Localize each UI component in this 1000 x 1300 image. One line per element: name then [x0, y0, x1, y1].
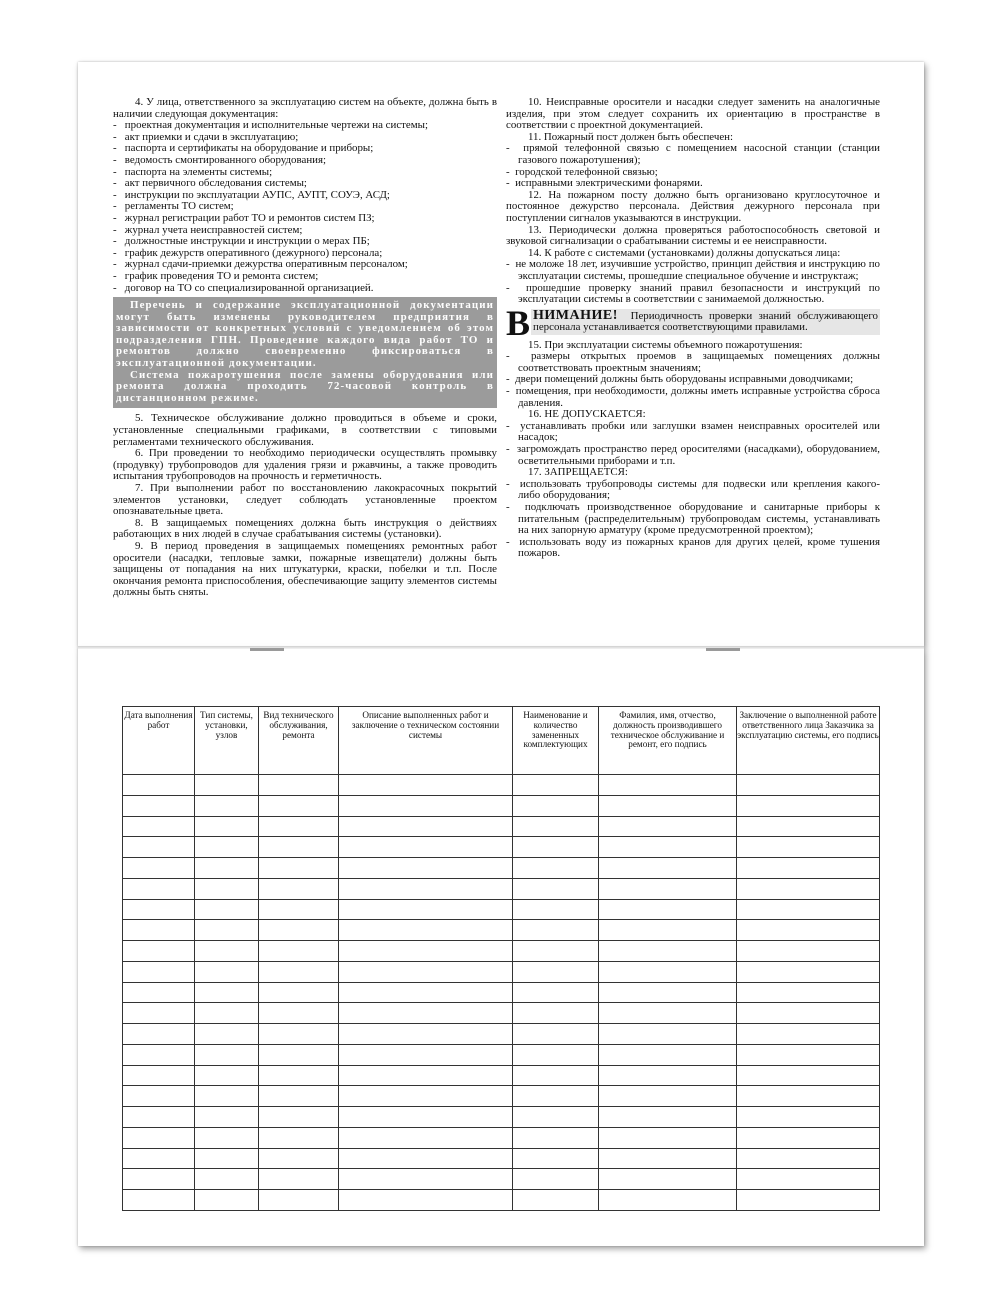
list-item: - журнал регистрации работ ТО и ремонтов систем ПЗ; [113, 211, 375, 224]
table-cell [737, 1107, 880, 1128]
table-cell [123, 775, 195, 796]
table-row [123, 775, 880, 796]
table-body [123, 775, 880, 1211]
table-cell [259, 1169, 339, 1190]
table-cell [599, 1169, 737, 1190]
table-cell [339, 1065, 513, 1086]
table-cell [259, 1024, 339, 1045]
table-cell [737, 961, 880, 982]
table-cell [599, 941, 737, 962]
list-item: - подключать производственное оборудование и санитарные приборы к питательным (распределительным) трубопроводам системы, устанавливать на них запорную арматуру (кроме предусмотренной проектом); [506, 501, 880, 537]
table-cell [339, 1107, 513, 1128]
table-cell [599, 1044, 737, 1065]
table-cell [195, 1086, 259, 1107]
table-cell [259, 920, 339, 941]
table-cell [339, 1169, 513, 1190]
item-6: 6. При проведении то необходимо периодически осуществлять промывку (продувку) трубопроводов для удаления грязи и ржавчины, а также проводить испытания трубопроводов на прочность и герметичность. [113, 447, 497, 483]
table-cell [599, 816, 737, 837]
column-header-customer-conclusion: Заключение о выполненной работе ответственного лица Заказчика за эксплуатацию системы, его подпись [737, 707, 880, 775]
table-cell [123, 1190, 195, 1211]
list-item: - инструкции по эксплуатации АУПС, АУПТ, СОУЭ, АСД; [113, 188, 390, 201]
table-cell [123, 1065, 195, 1086]
table-cell [599, 1003, 737, 1024]
item-15-intro: 15. При эксплуатации системы объемного пожаротушения: [528, 338, 803, 351]
table-cell [737, 837, 880, 858]
item-16-intro: 16. НЕ ДОПУСКАЕТСЯ: [528, 408, 646, 421]
table-cell [339, 899, 513, 920]
fold-mark-right [706, 648, 740, 651]
table-cell [513, 1190, 599, 1211]
item-14-intro: 14. К работе с системами (установками) должны допускаться лица: [528, 246, 841, 259]
table-cell [259, 837, 339, 858]
table-row [123, 1003, 880, 1024]
table-cell [737, 1044, 880, 1065]
table-cell [513, 816, 599, 837]
table-cell [123, 1148, 195, 1169]
table-cell [513, 858, 599, 879]
table-cell [513, 1024, 599, 1045]
table-cell [599, 1024, 737, 1045]
list-item: - паспорта на элементы системы; [113, 165, 273, 178]
table-cell [513, 1127, 599, 1148]
table-row [123, 1065, 880, 1086]
table-cell [123, 1024, 195, 1045]
attention-initial: В [506, 302, 531, 343]
list-item: - график дежурств оперативного (дежурного) персонала; [113, 246, 383, 259]
table-cell [513, 961, 599, 982]
table-row [123, 1169, 880, 1190]
table-cell [195, 1127, 259, 1148]
table-cell [737, 1065, 880, 1086]
table-cell [123, 1107, 195, 1128]
item-10: 10. Неисправные оросители и насадки следует заменить на аналогичные изделия, при этом следует сохранить их ориентацию в пространстве в соответствии с проектной документацией. [506, 96, 880, 132]
table-cell [123, 1003, 195, 1024]
list-item: - акт первичного обследования системы; [113, 177, 307, 190]
table-cell [599, 1127, 737, 1148]
table-cell [737, 816, 880, 837]
table-cell [123, 837, 195, 858]
table-cell [195, 858, 259, 879]
table-row [123, 982, 880, 1003]
item-5: 5. Техническое обслуживание должно проводиться в объеме и сроки, установленные специальными графиками, в соответствии с типовыми регламентами технического обслуживания. [113, 412, 497, 448]
table-cell [123, 878, 195, 899]
table-cell [195, 1148, 259, 1169]
right-text-column [506, 97, 880, 560]
list-item: - исправными электрическими фонарями. [506, 177, 703, 190]
notice-paragraph: Перечень и содержание эксплуатационной документации могут быть изменены руководителем предприятия в зависимости от конкретных условий с уведомлением об этом подразделения ГПН. Проведение каждого вида работ ТО и ремонтов должно своевременно фиксироваться в эксплуатационной документации. [116, 299, 494, 370]
table-row [123, 961, 880, 982]
table-cell [599, 878, 737, 899]
table-cell [737, 1190, 880, 1211]
table-cell [123, 795, 195, 816]
table-cell [195, 1107, 259, 1128]
table-cell [259, 878, 339, 899]
table-cell [259, 982, 339, 1003]
table-cell [123, 858, 195, 879]
column-header-replaced-parts: Наименование и количество замененных комплектующих [513, 707, 599, 775]
list-item: - прошедшие проверку знаний правил безопасности и инструкций по эксплуатации системы в соответствии с занимаемой должностью. [506, 281, 880, 306]
list-item: - загромождать пространство перед оросителями (насадками), оборудованием, осветительными приборами и т.п. [506, 443, 880, 467]
table-cell [339, 982, 513, 1003]
attention-heading: НИМАНИЕ! [533, 307, 618, 323]
item-9: 9. В период проведения в защищаемых помещениях ремонтных работ оросители (насадки, тепловые замки, пожарные извещатели) должны быть защищены от попадания на них штукатурки, краски, побелки и т.п. После окончания ремонта приспособления, обеспечивающие защиту элементов системы должны быть сняты. [113, 539, 497, 599]
table-cell [513, 1086, 599, 1107]
table-cell [599, 858, 737, 879]
table-header-row [123, 707, 880, 775]
table-row [123, 837, 880, 858]
table-cell [195, 795, 259, 816]
table-cell [123, 982, 195, 1003]
table-cell [737, 1003, 880, 1024]
table-cell [339, 920, 513, 941]
table-cell [195, 1003, 259, 1024]
table-cell [737, 795, 880, 816]
column-header-work-description: Описание выполненных работ и заключение о техническом состоянии системы [339, 707, 513, 775]
fold-mark-left [250, 648, 284, 651]
left-text-column [113, 97, 497, 599]
table-cell [259, 816, 339, 837]
item-11-intro: 11. Пожарный пост должен быть обеспечен: [528, 130, 734, 143]
table-row [123, 816, 880, 837]
table-cell [339, 878, 513, 899]
item-12: 12. На пожарном посту должно быть организовано круглосуточное и постоянное дежурство персонала. Действия дежурного персонала при поступлении сигналов указываются в инструкции. [506, 188, 880, 224]
list-item: - прямой телефонной связью с помещением насосной станции (станции газового пожаротушения); [506, 142, 880, 166]
table-cell [737, 858, 880, 879]
table-cell [599, 1190, 737, 1211]
table-row [123, 899, 880, 920]
attention-body [531, 309, 880, 335]
table-cell [123, 899, 195, 920]
table-cell [195, 816, 259, 837]
table-row [123, 1024, 880, 1045]
table-cell [513, 899, 599, 920]
table-cell [737, 982, 880, 1003]
table-cell [737, 1148, 880, 1169]
table-cell [259, 795, 339, 816]
table-cell [599, 795, 737, 816]
table-row [123, 878, 880, 899]
table-cell [195, 920, 259, 941]
table-cell [339, 795, 513, 816]
list-item: - акт приемки и сдачи в эксплуатацию; [113, 130, 299, 143]
table-cell [513, 775, 599, 796]
table-cell [195, 775, 259, 796]
table-cell [513, 941, 599, 962]
column-header-system-type: Тип системы, установки, узлов [195, 707, 259, 775]
item-7: 7. При выполнении работ по восстановлению лакокрасочных покрытий элементов установки, следует соблюдать установленные проектом опознавательные цвета. [113, 482, 497, 518]
item-13: 13. Периодически должна проверяться работоспособность световой и звуковой сигнализации о срабатывании системы и ее неисправности. [506, 223, 880, 248]
table-cell [339, 1190, 513, 1211]
table-cell [195, 1044, 259, 1065]
page-fold [78, 646, 924, 649]
list-item: - проектная документация и исполнительные чертежи на системы; [113, 119, 428, 132]
item-17-intro: 17. ЗАПРЕЩАЕТСЯ: [528, 466, 628, 479]
table-cell [737, 1169, 880, 1190]
table-cell [513, 795, 599, 816]
table-cell [599, 1065, 737, 1086]
table-cell [339, 858, 513, 879]
table-row [123, 795, 880, 816]
list-item: - устанавливать пробки или заглушки взамен неисправных оросителей или насадок; [506, 419, 880, 444]
table-cell [123, 920, 195, 941]
table-cell [195, 1024, 259, 1045]
table-cell [737, 1127, 880, 1148]
table-cell [259, 899, 339, 920]
table-cell [513, 1107, 599, 1128]
table-cell [513, 878, 599, 899]
list-item: - регламенты ТО систем; [113, 200, 234, 213]
table-cell [513, 1044, 599, 1065]
table-cell [339, 1086, 513, 1107]
table-row [123, 920, 880, 941]
table-cell [599, 775, 737, 796]
list-item: - журнал учета неисправностей систем; [113, 223, 303, 236]
table-cell [737, 1086, 880, 1107]
table-cell [195, 941, 259, 962]
table-cell [259, 1086, 339, 1107]
list-item: - использовать воду из пожарных кранов для других целей, кроме тушения пожаров. [506, 535, 881, 560]
table-cell [259, 1107, 339, 1128]
table-cell [737, 920, 880, 941]
table-cell [737, 878, 880, 899]
table-cell [123, 941, 195, 962]
column-header-maintenance-kind: Вид технического обслуживания, ремонта [259, 707, 339, 775]
table-row [123, 1127, 880, 1148]
list-item: - использовать трубопроводы системы для подвески или крепления какого-либо оборудования; [506, 477, 880, 502]
table-cell [599, 899, 737, 920]
table-row [123, 1190, 880, 1211]
table-cell [123, 816, 195, 837]
table-cell [339, 1003, 513, 1024]
table-cell [339, 837, 513, 858]
column-header-performer: Фамилия, имя, отчество, должность производившего техническое обслуживание и ремонт, его подпись [599, 707, 737, 775]
documentation-notice-box [113, 297, 497, 408]
table-row [123, 941, 880, 962]
table-cell [123, 1086, 195, 1107]
table-cell [195, 982, 259, 1003]
table-cell [513, 1003, 599, 1024]
attention-text: Периодичность проверки знаний обслуживающего персонала устанавливается соответствующими правилами. [533, 309, 879, 334]
table-cell [259, 941, 339, 962]
table-cell [123, 1044, 195, 1065]
list-item: - помещения, при необходимости, должны иметь исправные устройства сброса давления. [506, 385, 880, 409]
table-cell [339, 816, 513, 837]
table-row [123, 1107, 880, 1128]
item-4-intro: 4. У лица, ответственного за эксплуатацию систем на объекте, должна быть в наличии следующая документация: [113, 96, 497, 120]
table-cell [599, 837, 737, 858]
list-item: - график проведения ТО и ремонта систем; [113, 269, 319, 282]
table-cell [259, 1148, 339, 1169]
table-cell [513, 837, 599, 858]
table-cell [339, 941, 513, 962]
table-cell [123, 1127, 195, 1148]
list-item: - паспорта и сертификаты на оборудование и приборы; [113, 142, 374, 155]
item-8: 8. В защищаемых помещениях должна быть инструкция о действиях работающих в них людей в случае срабатывания системы (установки). [113, 516, 497, 541]
table-cell [737, 899, 880, 920]
table-cell [737, 775, 880, 796]
maintenance-log-table [122, 706, 880, 1211]
attention-notice [506, 302, 880, 343]
table-cell [195, 1169, 259, 1190]
table-row [123, 1044, 880, 1065]
table-cell [599, 920, 737, 941]
table-cell [339, 1127, 513, 1148]
table-cell [195, 899, 259, 920]
table-row [123, 858, 880, 879]
table-cell [195, 1065, 259, 1086]
table-cell [339, 1044, 513, 1065]
list-item: - не моложе 18 лет, изучившие устройство, принцип действия и инструкцию по эксплуатации системы, прошедшие специальное обучение и инструктаж; [506, 258, 881, 282]
column-header-date: Дата выполнения работ [123, 707, 195, 775]
table-cell [195, 837, 259, 858]
table-cell [513, 1169, 599, 1190]
table-cell [339, 1024, 513, 1045]
table-cell [599, 982, 737, 1003]
table-cell [259, 1003, 339, 1024]
table-cell [259, 775, 339, 796]
table-cell [259, 858, 339, 879]
table-cell [339, 1148, 513, 1169]
table-cell [513, 1065, 599, 1086]
table-cell [259, 1127, 339, 1148]
table-cell [513, 920, 599, 941]
table-cell [513, 982, 599, 1003]
list-item: - журнал сдачи-приемки дежурства оперативным персоналом; [113, 258, 408, 271]
table-cell [737, 941, 880, 962]
list-item: - договор на ТО со специализированной организацией. [113, 281, 374, 294]
table-cell [339, 775, 513, 796]
table-cell [599, 1107, 737, 1128]
table-cell [339, 961, 513, 982]
list-item: - городской телефонной связью; [506, 165, 658, 178]
table-cell [259, 961, 339, 982]
list-item: - размеры открытых проемов в защищаемых помещениях должны соответствовать проектным значениям; [506, 350, 881, 374]
table-cell [513, 1148, 599, 1169]
table-row [123, 1086, 880, 1107]
list-item: - ведомость смонтированного оборудования; [113, 153, 327, 166]
table-cell [599, 961, 737, 982]
list-item: - двери помещений должны быть оборудованы исправными доводчиками; [506, 373, 854, 386]
table-cell [737, 1024, 880, 1045]
table-cell [195, 878, 259, 899]
table-cell [259, 1044, 339, 1065]
table-cell [259, 1190, 339, 1211]
list-item: - должностные инструкции и инструкции о мерах ПБ; [113, 235, 370, 248]
table-cell [123, 1169, 195, 1190]
table-cell [195, 961, 259, 982]
table-cell [259, 1065, 339, 1086]
documentation-list [113, 120, 497, 294]
table-row [123, 1148, 880, 1169]
table-cell [599, 1086, 737, 1107]
table-cell [599, 1148, 737, 1169]
table-cell [195, 1190, 259, 1211]
table-cell [123, 961, 195, 982]
notice-paragraph: Система пожаротушения после замены оборудования или ремонта должна проходить 72-часовой контроль в дистанционном режиме. [116, 368, 494, 404]
